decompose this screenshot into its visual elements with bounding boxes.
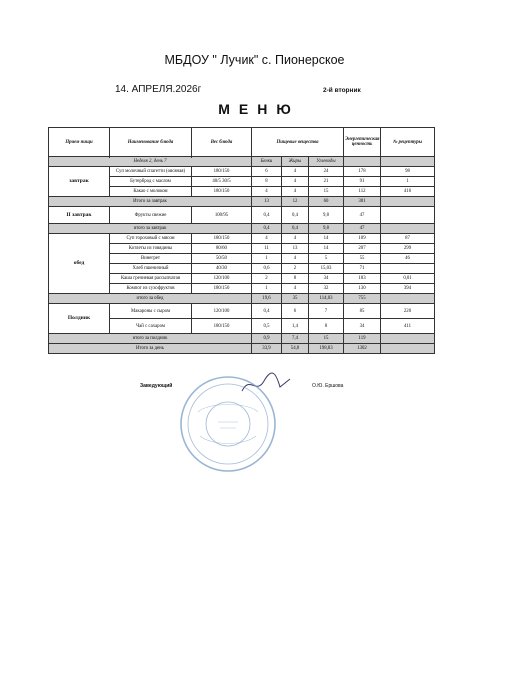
dish-protein: 2: [252, 274, 282, 284]
dish-name: Бутерброд с маслом: [110, 177, 192, 187]
dish-energy: 47: [344, 207, 381, 224]
dish-energy: 130: [344, 284, 381, 294]
dish-recipe: 98: [381, 167, 435, 177]
subtotal-energy: 47: [344, 224, 381, 234]
dish-carbs: 8: [309, 319, 344, 334]
dish-protein: 4: [252, 187, 282, 197]
dish-fat: 1,4: [282, 319, 309, 334]
dish-weight: 180/150: [192, 187, 252, 197]
day-total-protein: 33,9: [252, 344, 282, 354]
table-row: [49, 167, 435, 177]
dish-fat: 8: [282, 274, 309, 284]
dish-name: Фрукты свежие: [110, 207, 192, 224]
dish-recipe: [381, 207, 435, 224]
dish-name: Винегрет: [110, 254, 192, 264]
dish-name: Каша гречневая рассыпчатая: [110, 274, 192, 284]
dish-carbs: 14: [309, 234, 344, 244]
dish-weight: 50/50: [192, 254, 252, 264]
dish-energy: 55: [344, 254, 381, 264]
dish-fat: 0,4: [282, 207, 309, 224]
subtotal-row: [49, 294, 435, 304]
dish-recipe: 394: [381, 284, 435, 294]
dish-energy: 207: [344, 244, 381, 254]
dish-name: Хлеб пшеничный: [110, 264, 192, 274]
dish-protein: 0,6: [252, 264, 282, 274]
header-recipe: № рецептуры: [381, 128, 435, 157]
dish-protein: 0,4: [252, 207, 282, 224]
subtotal-fat: 12: [282, 197, 309, 207]
dish-carbs: 5: [309, 254, 344, 264]
week-label: Неделя 2, день 7: [49, 157, 252, 167]
dish-fat: 4: [282, 234, 309, 244]
table-row: [49, 234, 435, 244]
subtotal-carbs: 60: [309, 197, 344, 207]
dish-name: Суп гороховый с мясом: [110, 234, 192, 244]
dish-protein: 6: [252, 167, 282, 177]
subtotal-row: [49, 334, 435, 344]
dish-fat: 4: [282, 254, 309, 264]
dish-name: Какао с молоком: [110, 187, 192, 197]
dish-name: Компот из сухофруктов: [110, 284, 192, 294]
dish-weight: 180/150: [192, 284, 252, 294]
subtotal-energy: 119: [344, 334, 381, 344]
dish-name: Котлеты из говядины: [110, 244, 192, 254]
dish-energy: 34: [344, 319, 381, 334]
header-nutrients: Пищевые вещества: [252, 128, 344, 157]
director-name: О.Ю. Ершова: [312, 383, 344, 389]
subtotal-energy: 381: [344, 197, 381, 207]
dish-carbs: 9,8: [309, 207, 344, 224]
day-total-energy: 1302: [344, 344, 381, 354]
dish-carbs: 15,03: [309, 264, 344, 274]
dish-recipe: 0,01: [381, 274, 435, 284]
subtotal-carbs: 114,03: [309, 294, 344, 304]
dish-carbs: 34: [309, 274, 344, 284]
dish-energy: 71: [344, 264, 381, 274]
dish-recipe: 411: [381, 319, 435, 334]
dish-name: Чай с сахаром: [110, 319, 192, 334]
dish-fat: 4: [282, 177, 309, 187]
dish-fat: 13: [282, 244, 309, 254]
organization-name: МБДОУ " Лучик" с. Пионерское: [164, 53, 345, 67]
director-label: Заведующий: [140, 383, 173, 389]
meal-breakfast: завтрак: [49, 167, 110, 197]
dish-fat: 6: [282, 304, 309, 319]
dish-weight: 120/100: [192, 304, 252, 319]
dish-energy: 178: [344, 167, 381, 177]
dish-recipe: 220: [381, 304, 435, 319]
dish-energy: 112: [344, 187, 381, 197]
dish-weight: 120/100: [192, 274, 252, 284]
subtotal-fat: 7,4: [282, 334, 309, 344]
header-weight: Вес блюда: [192, 128, 252, 157]
subtotal-protein: 0,4: [252, 224, 282, 234]
dish-protein: 1: [252, 284, 282, 294]
dish-fat: 4: [282, 167, 309, 177]
subtotal-carbs: 15: [309, 334, 344, 344]
header-protein: Белки: [252, 157, 282, 167]
dish-name: Суп молочный спагетти (овсяная): [110, 167, 192, 177]
dish-fat: 4: [282, 284, 309, 294]
dish-name: Макароны с сыром: [110, 304, 192, 319]
header-meal: Прием пищи: [49, 128, 110, 157]
dish-fat: 2: [282, 264, 309, 274]
meal-snack: Полдник: [49, 304, 110, 334]
header-dish: Наименование блюда: [110, 128, 192, 157]
dish-protein: 0,5: [252, 319, 282, 334]
dish-weight: 100/95: [192, 207, 252, 224]
dish-weight: 40/30: [192, 264, 252, 274]
table-row: [49, 304, 435, 319]
dish-recipe: [381, 264, 435, 274]
official-stamp: [178, 374, 278, 474]
menu-title: МЕНЮ: [218, 101, 300, 117]
dish-protein: 11: [252, 244, 282, 254]
dish-weight: 180/150: [192, 319, 252, 334]
dish-weight: 180/150: [192, 234, 252, 244]
subtotal-label: итого за полдник: [49, 334, 252, 344]
subtotal-label: итого за обед: [49, 294, 252, 304]
subtotal-label: Итого за завтрак: [49, 197, 252, 207]
dish-fat: 4: [282, 187, 309, 197]
dish-protein: 4: [252, 234, 282, 244]
dish-carbs: 24: [309, 167, 344, 177]
dish-recipe: 416: [381, 187, 435, 197]
dish-energy: 183: [344, 274, 381, 284]
dish-carbs: 32: [309, 284, 344, 294]
subtotal-label: итого за завтрак: [49, 224, 252, 234]
subtotal-protein: 0,9: [252, 334, 282, 344]
header-energy: Энергетическая ценность: [344, 128, 381, 157]
dish-recipe: 87: [381, 234, 435, 244]
subtotal-row: [49, 197, 435, 207]
subtotal-row: [49, 224, 435, 234]
subtotal-protein: 19,6: [252, 294, 282, 304]
dish-weight: 180/150: [192, 167, 252, 177]
dish-energy: 109: [344, 234, 381, 244]
dish-protein: 0,4: [252, 304, 282, 319]
day-total-fat: 54,8: [282, 344, 309, 354]
dish-recipe: 1: [381, 177, 435, 187]
dish-carbs: 15: [309, 187, 344, 197]
menu-table: [48, 127, 435, 354]
day-total-label: Итого за день: [49, 344, 252, 354]
week-row: [49, 157, 435, 167]
dish-weight: 80/60: [192, 244, 252, 254]
subtotal-fat: 0,4: [282, 224, 309, 234]
day-total-carbs: 198,83: [309, 344, 344, 354]
subtotal-protein: 13: [252, 197, 282, 207]
subtotal-carbs: 9,8: [309, 224, 344, 234]
table-header-row: [49, 128, 435, 157]
dish-carbs: 21: [309, 177, 344, 187]
dish-protein: 1: [252, 254, 282, 264]
dish-carbs: 14: [309, 244, 344, 254]
meal-lunch: обед: [49, 234, 110, 294]
day-total-row: [49, 344, 435, 354]
day-label: 2-й вторник: [323, 87, 361, 94]
dish-protein: 8: [252, 177, 282, 187]
dish-recipe: 46: [381, 254, 435, 264]
dish-recipe: 299: [381, 244, 435, 254]
menu-date: 14. АПРЕЛЯ.2026г: [115, 84, 202, 95]
subtotal-fat: 35: [282, 294, 309, 304]
meal-second-breakfast: II завтрак: [49, 207, 110, 224]
dish-energy: 85: [344, 304, 381, 319]
table-row: [49, 207, 435, 224]
header-fat: Жиры: [282, 157, 309, 167]
dish-energy: 91: [344, 177, 381, 187]
header-carbs: Углеводы: [309, 157, 344, 167]
subtotal-energy: 755: [344, 294, 381, 304]
dish-weight: 40/5 30/5: [192, 177, 252, 187]
dish-carbs: 7: [309, 304, 344, 319]
